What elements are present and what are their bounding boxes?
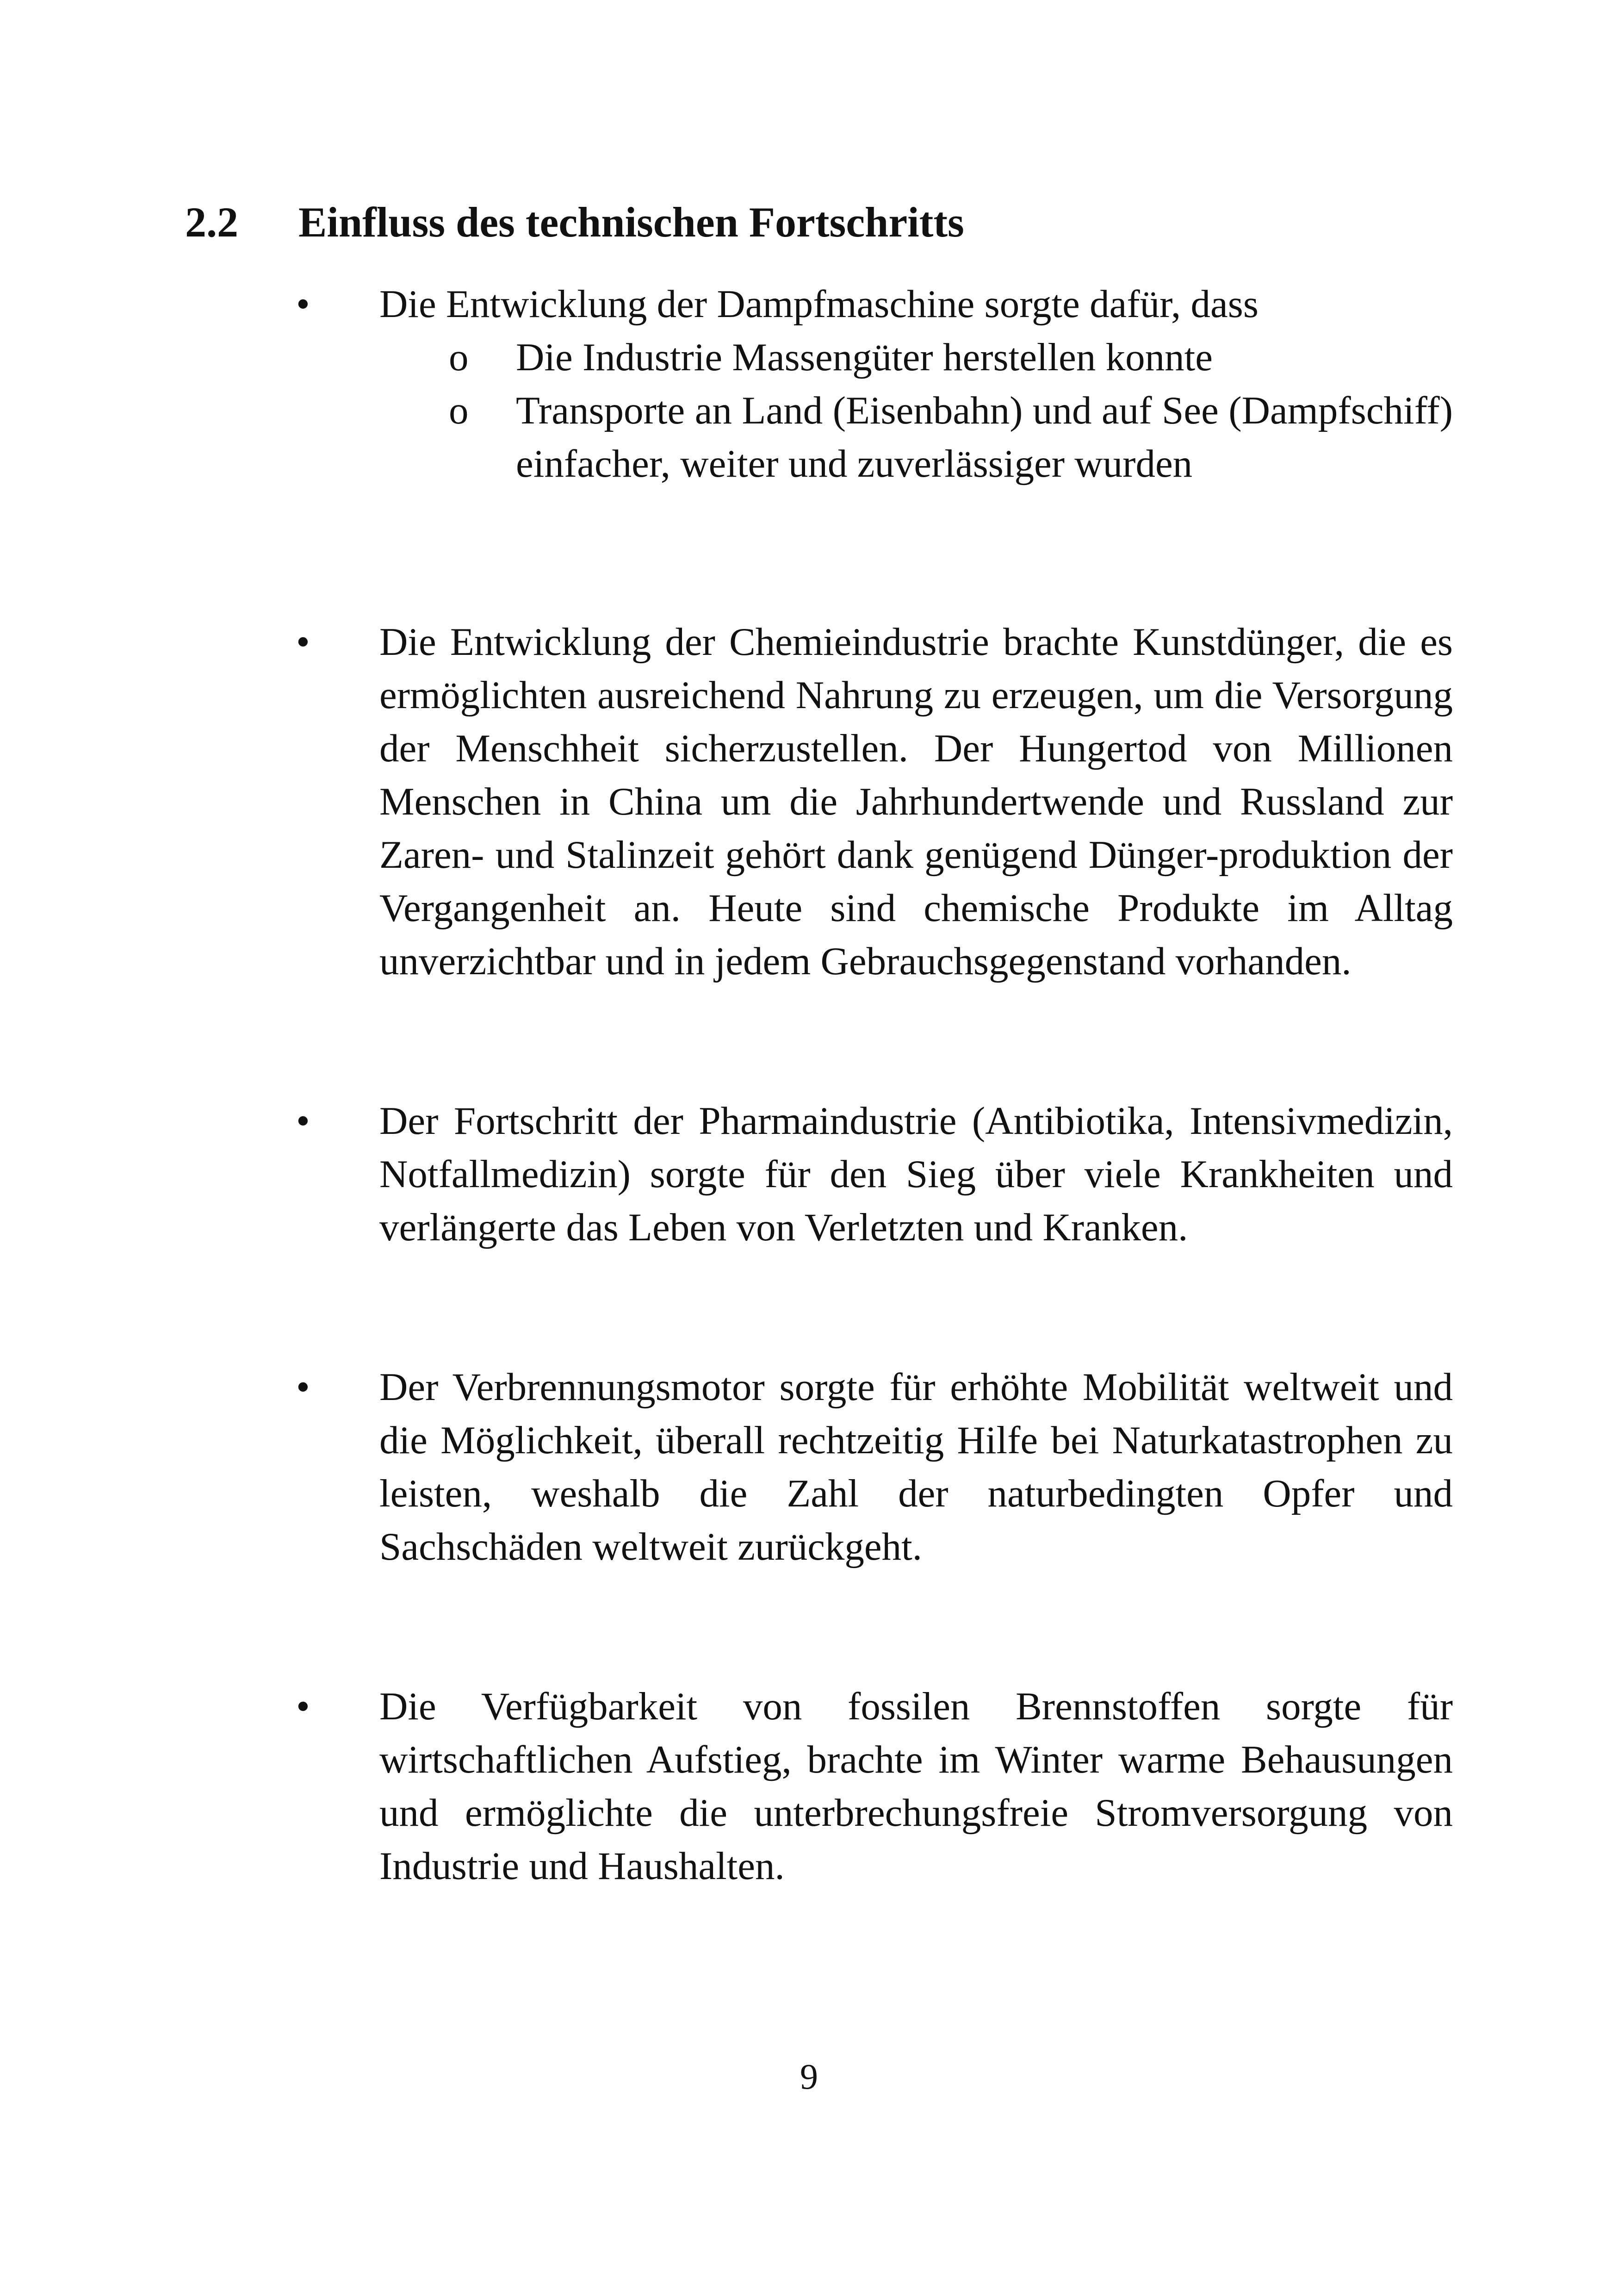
bullet-text: Der Fortschritt der Pharmaindustrie (Antibiotika, Intensivmedizin, Notfallmedizin) sorgte für den Sieg über viele Krankheiten und verlängerte das Leben von Verletzten und Kranken. bbox=[379, 1099, 1453, 1249]
section-number: 2.2 bbox=[185, 199, 238, 246]
bullet-text: Die Entwicklung der Chemieindustrie brachte Kunstdünger, die es ermöglichten ausreichend Nahrung zu erzeugen, um die Versorgung der Menschheit sicherzustellen. Der Hungertod von Millionen Menschen in China um die Jahrhundertwende und Russland zur Zaren- und Stalinzeit gehört dank genügend Dünger-produktion der Vergangenheit an. Heute sind chemische Produkte im Alltag unverzichtbar und in jedem Gebrauchsgegenstand vorhanden. bbox=[379, 620, 1453, 983]
sub-bullet-circle-icon: o bbox=[449, 389, 469, 432]
bullet-dot-icon: • bbox=[296, 1099, 310, 1143]
bullet-text: Die Verfügbarkeit von fossilen Brennstoffen sorgte für wirtschaftlichen Aufstieg, brachte im Winter warme Behausungen und ermöglichte die unterbrechungsfreie Stromversorgung von Industrie und Haushalten. bbox=[379, 1685, 1453, 1888]
sub-item-text: Transporte an Land (Eisenbahn) und auf See (Dampfschiff) einfacher, weiter und zuverlässiger wurden bbox=[516, 389, 1453, 485]
bullet-dot-icon: • bbox=[296, 620, 310, 664]
bullet-item bbox=[296, 1361, 1453, 1574]
sub-item bbox=[296, 384, 1453, 491]
bullet-item bbox=[296, 1680, 1453, 1893]
section-title: Einfluss des technischen Fortschritts bbox=[298, 199, 964, 246]
bullet-item bbox=[296, 278, 1453, 491]
bullet-item bbox=[296, 1095, 1453, 1254]
sub-list bbox=[296, 331, 1453, 491]
bullet-text: Der Verbrennungsmotor sorgte für erhöhte Mobilität weltweit und die Möglichkeit, überall rechtzeitig Hilfe bei Naturkatastrophen zu leisten, weshalb die Zahl der naturbedingten Opfer und Sachschäden weltweit zurückgeht. bbox=[379, 1365, 1453, 1568]
bullet-dot-icon: • bbox=[296, 1365, 310, 1409]
sub-item-text: Die Industrie Massengüter herstellen konnte bbox=[516, 336, 1213, 379]
sub-item bbox=[296, 331, 1453, 384]
page-number: 9 bbox=[800, 2056, 818, 2097]
bullet-item bbox=[296, 616, 1453, 988]
sub-bullet-circle-icon: o bbox=[449, 336, 469, 379]
bullet-dot-icon: • bbox=[296, 282, 310, 326]
bullet-list bbox=[296, 278, 1453, 1946]
section-heading bbox=[185, 197, 964, 248]
bullet-text: Die Entwicklung der Dampfmaschine sorgte dafür, dass bbox=[379, 282, 1258, 326]
bullet-dot-icon: • bbox=[296, 1685, 310, 1728]
